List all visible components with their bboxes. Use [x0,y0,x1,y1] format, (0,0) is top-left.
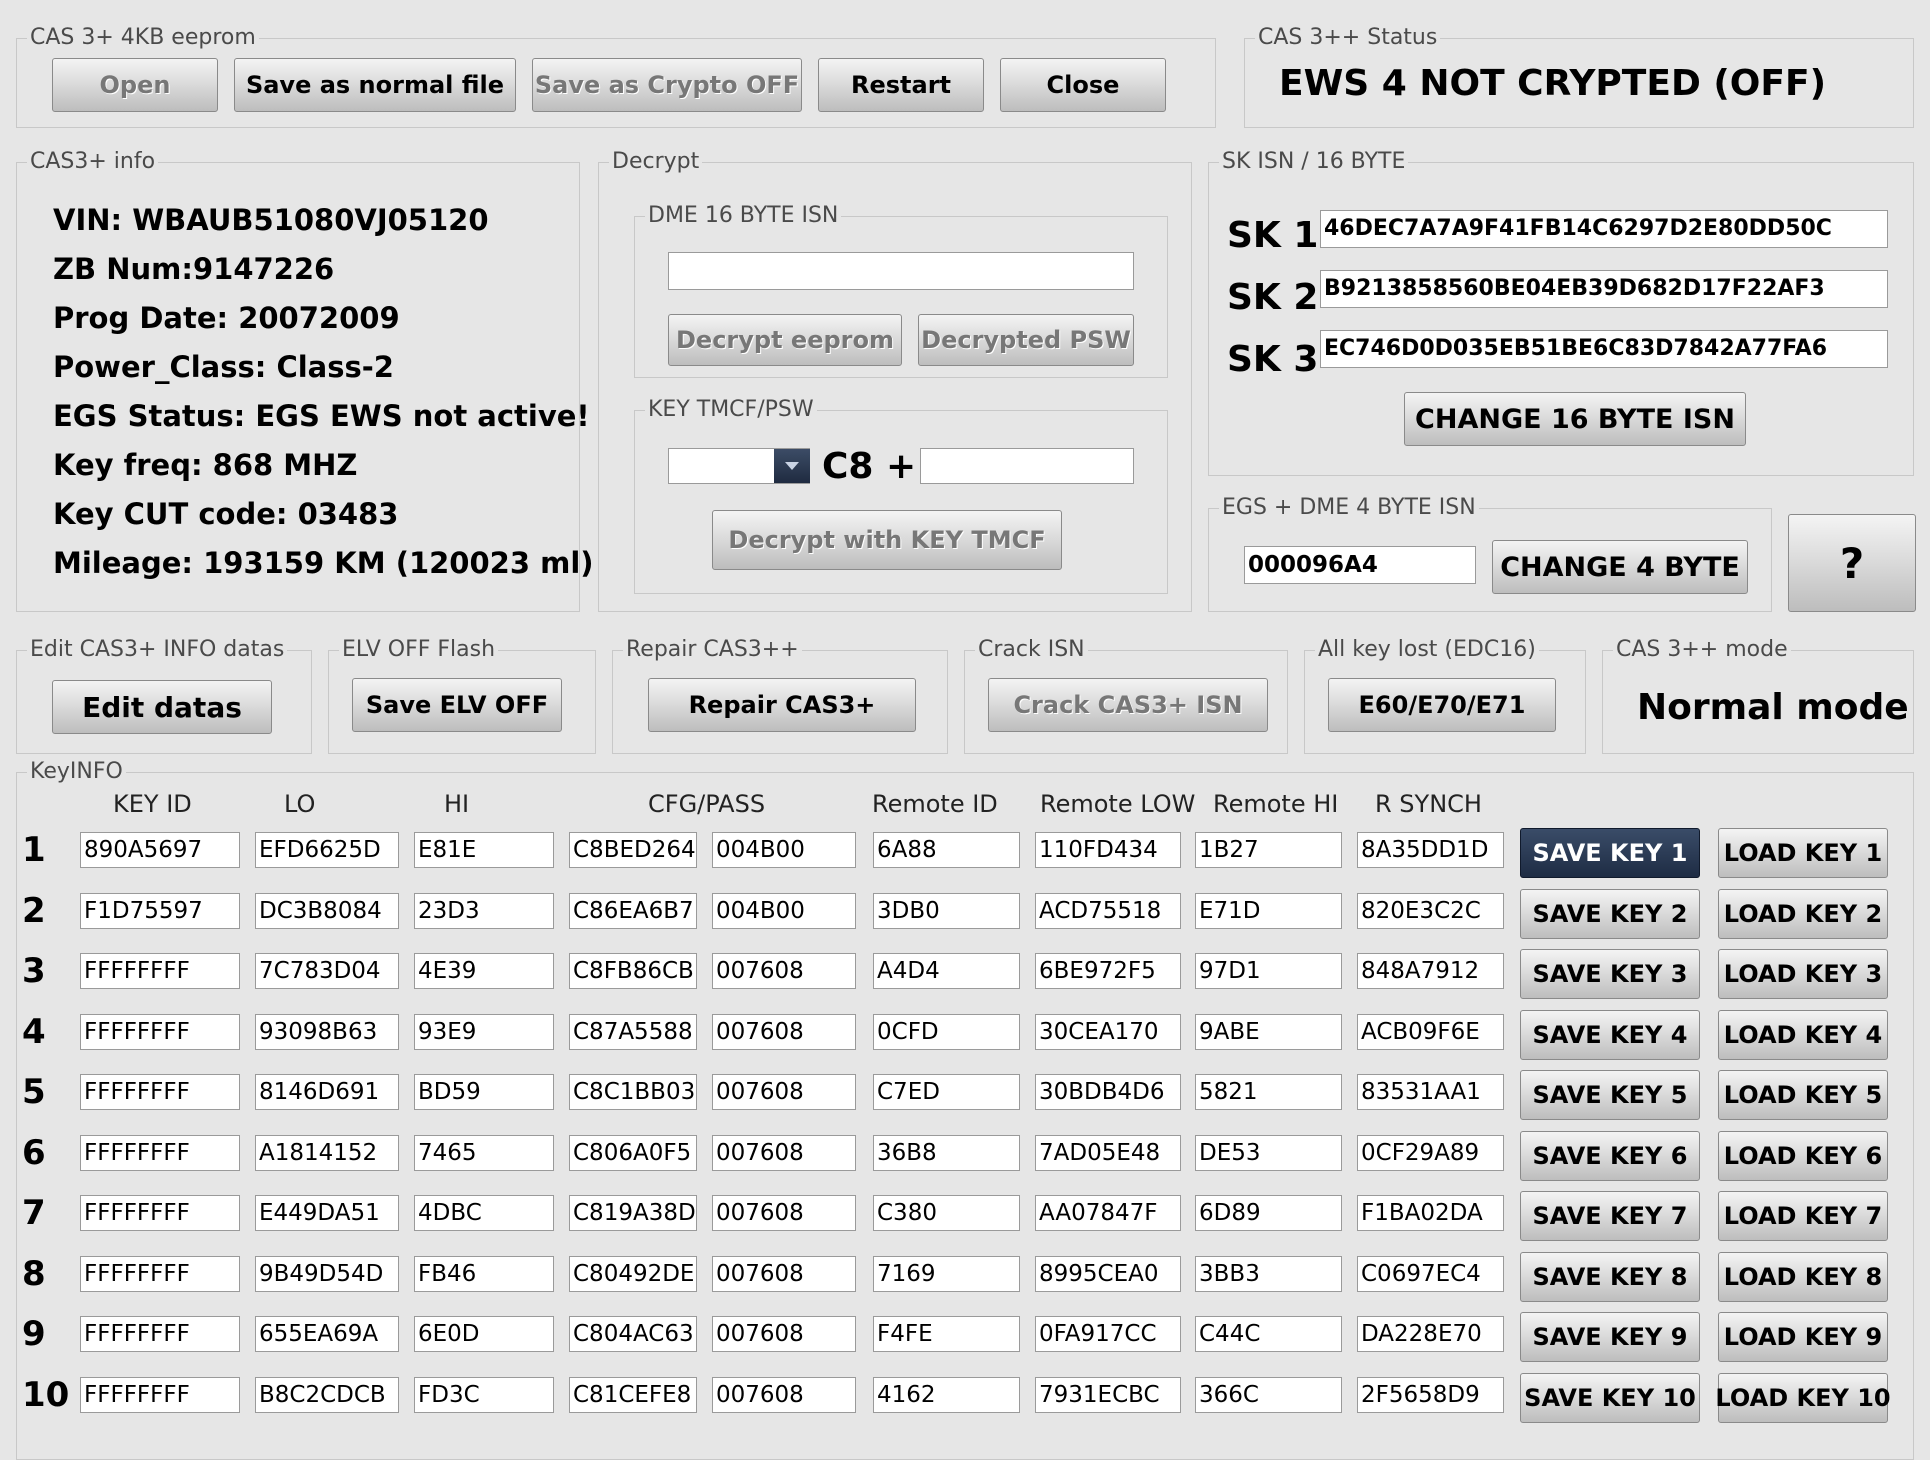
power-class-text: Power_Class: Class-2 [53,350,394,384]
key-field-rlow[interactable]: 110FD434 [1035,832,1181,868]
col-header-key-id: KEY ID [113,790,192,818]
elv-off-group-title: ELV OFF Flash [339,638,498,662]
key-field-lo[interactable]: 9B49D54D [255,1256,399,1292]
key-field-cfg[interactable]: C819A38D [569,1195,697,1231]
col-header-remote-low: Remote LOW [1040,790,1196,818]
save-key-button[interactable]: SAVE KEY 3 [1520,949,1700,999]
dme-isn-group-title: DME 16 BYTE ISN [645,204,841,228]
key-field-key-id[interactable]: FFFFFFFF [80,1256,240,1292]
key-field-key-id[interactable]: FFFFFFFF [80,1014,240,1050]
key-field-rhi[interactable]: 5821 [1195,1074,1342,1110]
key-field-rhi[interactable]: 97D1 [1195,953,1342,989]
key-cut-code-text: Key CUT code: 03483 [53,497,399,531]
key-field-pass[interactable]: 007608 [712,953,856,989]
sk2-input[interactable]: B9213858560BE04EB39D682D17F22AF3 [1320,270,1888,308]
eeprom-group-title: CAS 3+ 4KB eeprom [27,26,259,50]
cas-mode-group [1602,637,1914,754]
key-field-cfg[interactable]: C8FB86CB [569,953,697,989]
key-field-lo[interactable]: E449DA51 [255,1195,399,1231]
key-field-rsync[interactable]: ACB09F6E [1357,1014,1504,1050]
save-normal-file-button[interactable]: Save as normal file [234,58,516,112]
key-row-number: 5 [22,1072,46,1112]
key-field-cfg[interactable]: C8C1BB03 [569,1074,697,1110]
key-field-rhi[interactable]: 366C [1195,1377,1342,1413]
key-row-number: 10 [22,1375,70,1415]
egs-status-text: EGS Status: EGS EWS not active! [53,399,590,433]
key-field-rlow[interactable]: AA07847F [1035,1195,1181,1231]
col-header-hi: HI [444,790,470,818]
key-field-hi[interactable]: 23D3 [414,893,554,929]
load-key-button[interactable]: LOAD KEY 7 [1718,1191,1888,1241]
sk1-label: SK 1 [1227,215,1319,256]
key-field-cfg[interactable]: C86EA6B7 [569,893,697,929]
egs-dme-isn-group-title: EGS + DME 4 BYTE ISN [1219,496,1479,520]
key-field-hi[interactable]: FB46 [414,1256,554,1292]
key-field-rid[interactable]: 36B8 [873,1135,1020,1171]
open-button[interactable]: Open [52,58,218,112]
key-field-lo[interactable]: 655EA69A [255,1316,399,1352]
zb-num-text: ZB Num:9147226 [53,252,335,286]
key-field-cfg[interactable]: C81CEFE8 [569,1377,697,1413]
key-row-number: 3 [22,951,46,991]
mileage-text: Mileage: 193159 KM (120023 ml) [53,546,594,580]
cas-mode-group-title: CAS 3++ mode [1613,638,1791,662]
crypt-status-text: EWS 4 NOT CRYPTED (OFF) [1279,63,1827,104]
load-key-button[interactable]: LOAD KEY 8 [1718,1252,1888,1302]
key-field-rid[interactable]: C7ED [873,1074,1020,1110]
key-field-rid[interactable]: 4162 [873,1377,1020,1413]
sk2-label: SK 2 [1227,277,1319,318]
save-key-button[interactable]: SAVE KEY 1 [1520,828,1700,878]
decrypt-eeprom-button[interactable]: Decrypt eeprom [668,314,902,366]
sk1-input[interactable]: 46DEC7A7A9F41FB14C6297D2E80DD50C [1320,210,1888,248]
key-field-pass[interactable]: 004B00 [712,893,856,929]
key-row-number: 8 [22,1254,46,1294]
keyinfo-group-title: KeyINFO [27,760,126,784]
key-field-cfg[interactable]: C8BED264 [569,832,697,868]
save-key-button[interactable]: SAVE KEY 9 [1520,1312,1700,1362]
key-field-key-id[interactable]: FFFFFFFF [80,1377,240,1413]
key-field-pass[interactable]: 007608 [712,1074,856,1110]
vin-text: VIN: WBAUB51080VJ05120 [53,203,489,237]
key-field-rhi[interactable]: 6D89 [1195,1195,1342,1231]
key-field-key-id[interactable]: FFFFFFFF [80,953,240,989]
save-key-button[interactable]: SAVE KEY 10 [1520,1373,1700,1423]
key-field-cfg[interactable]: C804AC63 [569,1316,697,1352]
key-field-pass[interactable]: 007608 [712,1135,856,1171]
decrypt-group-title: Decrypt [609,150,702,174]
cas-mode-text: Normal mode [1637,687,1909,728]
key-field-rid[interactable]: C380 [873,1195,1020,1231]
decrypted-psw-button[interactable]: Decrypted PSW [918,314,1134,366]
key-field-rsync[interactable]: 0CF29A89 [1357,1135,1504,1171]
save-key-button[interactable]: SAVE KEY 4 [1520,1010,1700,1060]
chevron-down-icon[interactable] [774,449,810,483]
key-field-rsync[interactable]: 2F5658D9 [1357,1377,1504,1413]
col-header-cfg-pass: CFG/PASS [648,790,766,818]
key-field-cfg[interactable]: C806A0F5 [569,1135,697,1171]
key-field-rlow[interactable]: 7931ECBC [1035,1377,1181,1413]
repair-cas-button[interactable]: Repair CAS3+ [648,678,916,732]
sk3-input[interactable]: EC746D0D035EB51BE6C83D7842A77FA6 [1320,330,1888,368]
save-key-button[interactable]: SAVE KEY 8 [1520,1252,1700,1302]
key-field-hi[interactable]: FD3C [414,1377,554,1413]
key-field-key-id[interactable]: F1D75597 [80,893,240,929]
key-row-number: 2 [22,891,46,931]
status-group [1244,25,1914,128]
key-field-lo[interactable]: A1814152 [255,1135,399,1171]
load-key-button[interactable]: LOAD KEY 2 [1718,889,1888,939]
key-field-rid[interactable]: 7169 [873,1256,1020,1292]
cas-info-group-title: CAS3+ info [27,150,158,174]
load-key-button[interactable]: LOAD KEY 9 [1718,1312,1888,1362]
save-key-button[interactable]: SAVE KEY 5 [1520,1070,1700,1120]
key-row-number: 6 [22,1133,46,1173]
key-tmcf-group-title: KEY TMCF/PSW [645,398,817,422]
key-field-lo[interactable]: 93098B63 [255,1014,399,1050]
key-field-lo[interactable]: 8146D691 [255,1074,399,1110]
key-row-number: 9 [22,1314,46,1354]
key-field-hi[interactable]: 4DBC [414,1195,554,1231]
key-field-rhi[interactable]: 9ABE [1195,1014,1342,1050]
key-field-hi[interactable]: 4E39 [414,953,554,989]
key-field-rlow[interactable]: 7AD05E48 [1035,1135,1181,1171]
load-key-button[interactable]: LOAD KEY 1 [1718,828,1888,878]
key-freq-text: Key freq: 868 MHZ [53,448,358,482]
key-row-number: 7 [22,1193,46,1233]
key-field-pass[interactable]: 007608 [712,1316,856,1352]
key-row-number: 1 [22,830,46,870]
load-key-button[interactable]: LOAD KEY 6 [1718,1131,1888,1181]
key-field-rsync[interactable]: 83531AA1 [1357,1074,1504,1110]
key-field-key-id[interactable]: FFFFFFFF [80,1135,240,1171]
sk-isn-group-title: SK ISN / 16 BYTE [1219,150,1408,174]
key-field-hi[interactable]: 7465 [414,1135,554,1171]
key-field-rlow[interactable]: 30BDB4D6 [1035,1074,1181,1110]
key-field-key-id[interactable]: FFFFFFFF [80,1316,240,1352]
save-key-button[interactable]: SAVE KEY 7 [1520,1191,1700,1241]
key-field-rid[interactable]: A4D4 [873,953,1020,989]
restart-button[interactable]: Restart [818,58,984,112]
key-field-rsync[interactable]: 8A35DD1D [1357,832,1504,868]
edit-info-group-title: Edit CAS3+ INFO datas [27,638,287,662]
save-key-button[interactable]: SAVE KEY 2 [1520,889,1700,939]
crack-cas-isn-button[interactable]: Crack CAS3+ ISN [988,678,1268,732]
load-key-button[interactable]: LOAD KEY 4 [1718,1010,1888,1060]
help-button[interactable]: ? [1788,514,1916,612]
key-field-key-id[interactable]: 890A5697 [80,832,240,868]
key-field-rlow[interactable]: 8995CEA0 [1035,1256,1181,1292]
save-elv-off-button[interactable]: Save ELV OFF [352,678,562,732]
key-field-rlow[interactable]: 30CEA170 [1035,1014,1181,1050]
key-field-rsync[interactable]: 848A7912 [1357,953,1504,989]
key-field-rlow[interactable]: 6BE972F5 [1035,953,1181,989]
key-field-hi[interactable]: 6E0D [414,1316,554,1352]
key-field-lo[interactable]: B8C2CDCB [255,1377,399,1413]
key-field-hi[interactable]: BD59 [414,1074,554,1110]
key-field-pass[interactable]: 004B00 [712,832,856,868]
load-key-button[interactable]: LOAD KEY 3 [1718,949,1888,999]
key-field-pass[interactable]: 007608 [712,1014,856,1050]
key-field-rsync[interactable]: F1BA02DA [1357,1195,1504,1231]
key-field-lo[interactable]: 7C783D04 [255,953,399,989]
key-field-rid[interactable]: 6A88 [873,832,1020,868]
key-field-rlow[interactable]: ACD75518 [1035,893,1181,929]
all-key-lost-group-title: All key lost (EDC16) [1315,638,1539,662]
key-field-pass[interactable]: 007608 [712,1377,856,1413]
key-field-rsync[interactable]: 820E3C2C [1357,893,1504,929]
change-4-byte-button[interactable]: CHANGE 4 BYTE [1492,540,1748,594]
load-key-button[interactable]: LOAD KEY 10 [1718,1373,1888,1423]
repair-cas-group-title: Repair CAS3++ [623,638,802,662]
status-group-title: CAS 3++ Status [1255,26,1440,50]
key-field-rlow[interactable]: 0FA917CC [1035,1316,1181,1352]
edit-datas-button[interactable]: Edit datas [52,680,272,734]
col-header-remote-id: Remote ID [872,790,998,818]
change-16-byte-isn-button[interactable]: CHANGE 16 BYTE ISN [1404,392,1746,446]
key-row-number: 4 [22,1012,46,1052]
decrypt-with-key-tmcf-button[interactable]: Decrypt with KEY TMCF [712,510,1062,570]
save-key-button[interactable]: SAVE KEY 6 [1520,1131,1700,1181]
key-field-key-id[interactable]: FFFFFFFF [80,1074,240,1110]
key-field-key-id[interactable]: FFFFFFFF [80,1195,240,1231]
c8-plus-label: C8 + [822,446,917,487]
dme-isn-input[interactable] [668,252,1134,290]
crack-isn-group-title: Crack ISN [975,638,1088,662]
load-key-button[interactable]: LOAD KEY 5 [1718,1070,1888,1120]
key-field-pass[interactable]: 007608 [712,1256,856,1292]
key-field-lo[interactable]: EFD6625D [255,832,399,868]
key-field-rhi[interactable]: 3BB3 [1195,1256,1342,1292]
key-field-lo[interactable]: DC3B8084 [255,893,399,929]
save-crypto-off-button[interactable]: Save as Crypto OFF [532,58,802,112]
key-field-rsync[interactable]: DA228E70 [1357,1316,1504,1352]
col-header-lo: LO [284,790,316,818]
key-field-rhi[interactable]: DE53 [1195,1135,1342,1171]
key-field-rid[interactable]: 3DB0 [873,893,1020,929]
col-header-remote-hi: Remote HI [1213,790,1339,818]
key-field-rid[interactable]: 0CFD [873,1014,1020,1050]
key-field-hi[interactable]: 93E9 [414,1014,554,1050]
key-field-rid[interactable]: F4FE [873,1316,1020,1352]
egs-dme-isn-input[interactable]: 000096A4 [1244,546,1476,584]
prog-date-text: Prog Date: 20072009 [53,301,400,335]
key-field-rhi[interactable]: 1B27 [1195,832,1342,868]
tmcf-input[interactable] [920,448,1134,484]
key-field-rhi[interactable]: C44C [1195,1316,1342,1352]
e60-e70-e71-button[interactable]: E60/E70/E71 [1328,678,1556,732]
sk3-label: SK 3 [1227,339,1319,380]
key-field-cfg[interactable]: C80492DE [569,1256,697,1292]
key-field-rsync[interactable]: C0697EC4 [1357,1256,1504,1292]
close-button[interactable]: Close [1000,58,1166,112]
key-field-rhi[interactable]: E71D [1195,893,1342,929]
cas-info-group [16,149,594,612]
key-field-cfg[interactable]: C87A5588 [569,1014,697,1050]
key-field-hi[interactable]: E81E [414,832,554,868]
col-header-r-synch: R SYNCH [1375,790,1482,818]
key-field-pass[interactable]: 007608 [712,1195,856,1231]
